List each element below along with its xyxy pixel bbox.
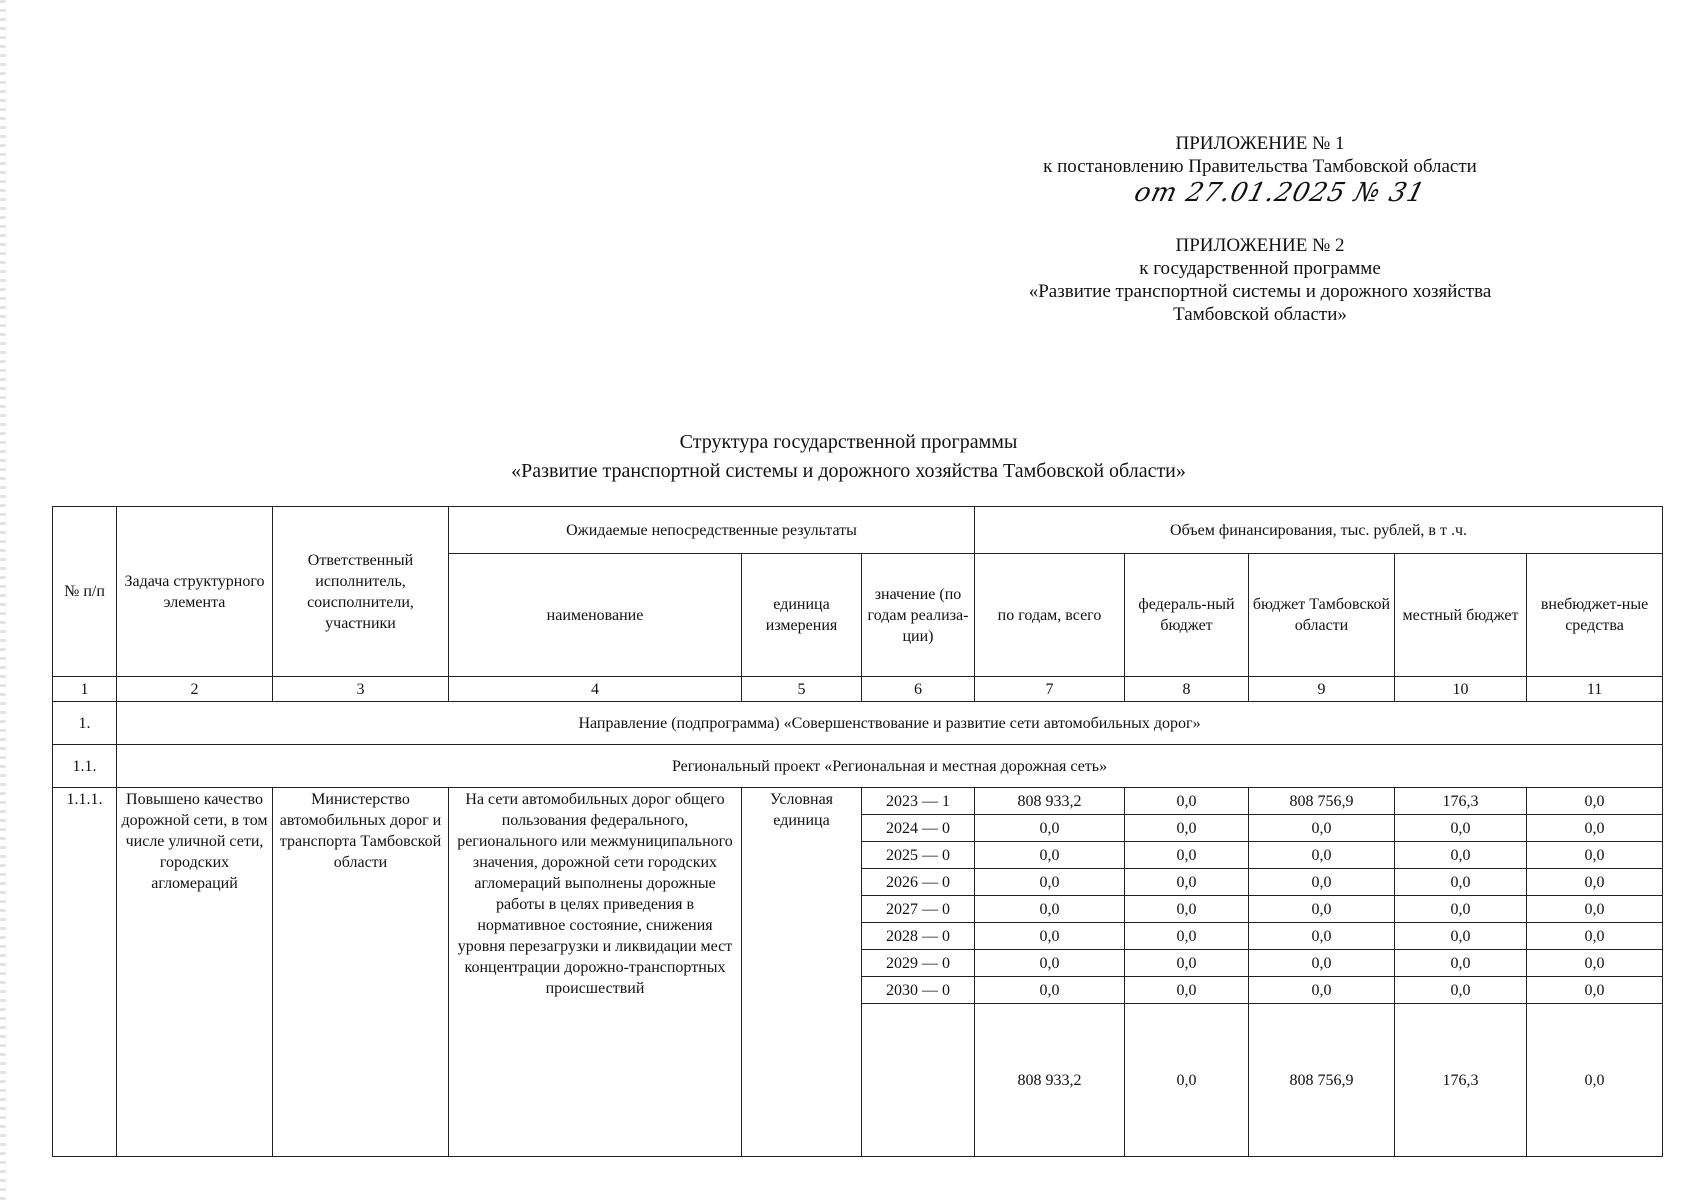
header-result-name: наименование [449,554,742,677]
item-executor: Министерство автомобильных дорог и транспорта Тамбовской области [273,788,449,1157]
column-number: 10 [1395,677,1527,702]
year-value: 2030 — 0 [862,977,975,1004]
fin-local-cell: 0,0 [1395,869,1527,896]
total-fin-regional: 808 756,9 [1249,1004,1395,1157]
column-number: 9 [1249,677,1395,702]
column-number: 4 [449,677,742,702]
item-number: 1.1.1. [53,788,117,1157]
year-value: 2028 — 0 [862,923,975,950]
fin-regional-cell: 0,0 [1249,896,1395,923]
fin-local-cell: 0,0 [1395,977,1527,1004]
item-task: Повышено качество дорожной сети, в том числе уличной сети, городских агломераций [117,788,273,1157]
fin-total-cell: 0,0 [975,950,1125,977]
fin-extra-cell: 0,0 [1527,815,1663,842]
header-fin-federal: федераль-ный бюджет [1125,554,1249,677]
total-fin-local: 176,3 [1395,1004,1527,1157]
fin-extra-cell: 0,0 [1527,950,1663,977]
column-number: 11 [1527,677,1663,702]
fin-total-cell: 0,0 [975,842,1125,869]
fin-total-cell: 808 933,2 [975,788,1125,815]
header-fin-regional: бюджет Тамбовской области [1249,554,1395,677]
scan-edge-artifact [0,0,6,1200]
year-value: 2029 — 0 [862,950,975,977]
fin-local-cell: 176,3 [1395,788,1527,815]
column-number: 8 [1125,677,1249,702]
handwritten-date-number: от 27.01.2025 № 31 [1131,178,1429,208]
header-result-unit: единица измерения [742,554,862,677]
appendix2-reference: к государственной программе [1139,258,1381,279]
fin-local-cell: 0,0 [1395,923,1527,950]
header-num: № п/п [53,507,117,677]
fin-extra-cell: 0,0 [1527,788,1663,815]
section-row-project [53,745,1663,788]
total-fin-total: 808 933,2 [975,1004,1125,1157]
appendix1-title: ПРИЛОЖЕНИЕ № 1 [1175,133,1345,154]
fin-federal-cell: 0,0 [1125,977,1249,1004]
fin-local-cell: 0,0 [1395,950,1527,977]
column-number: 2 [117,677,273,702]
column-number: 5 [742,677,862,702]
program-structure-table [52,506,1663,1157]
appendix2-program-line1: «Развитие транспортной системы и дорожного хозяйства [1028,281,1492,302]
header-results-group: Ожидаемые непосредственные результаты [449,507,975,554]
fin-total-cell: 0,0 [975,923,1125,950]
fin-regional-cell: 0,0 [1249,815,1395,842]
column-number: 7 [975,677,1125,702]
section-title: Направление (подпрограмма) «Совершенствование и развитие сети автомобильных дорог» [117,702,1663,745]
fin-local-cell: 0,0 [1395,842,1527,869]
total-fin-extra: 0,0 [1527,1004,1663,1157]
title-line2: «Развитие транспортной системы и дорожного хозяйства Тамбовской области» [511,460,1186,482]
fin-total-cell: 0,0 [975,896,1125,923]
document-title [0,428,1697,486]
column-number: 3 [273,677,449,702]
fin-federal-cell: 0,0 [1125,896,1249,923]
appendix-header [990,132,1530,326]
year-value: 2024 — 0 [862,815,975,842]
fin-extra-cell: 0,0 [1527,896,1663,923]
section-number: 1.1. [53,745,117,788]
header-finance-group: Объем финансирования, тыс. рублей, в т .ч. [975,507,1663,554]
header-fin-total: по годам, всего [975,554,1125,677]
fin-total-cell: 0,0 [975,869,1125,896]
year-value: 2023 — 1 [862,788,975,815]
fin-local-cell: 0,0 [1395,896,1527,923]
year-value: 2026 — 0 [862,869,975,896]
fin-regional-cell: 0,0 [1249,950,1395,977]
fin-extra-cell: 0,0 [1527,869,1663,896]
header-fin-extra: внебюджет-ные средства [1527,554,1663,677]
item-result-unit: Условная единица [742,788,862,1157]
header-result-value: значение (по годам реализа-ции) [862,554,975,677]
fin-regional-cell: 0,0 [1249,842,1395,869]
fin-federal-cell: 0,0 [1125,815,1249,842]
section-title: Региональный проект «Региональная и местная дорожная сеть» [117,745,1663,788]
appendix1-reference: к постановлению Правительства Тамбовской области [1043,156,1477,177]
fin-regional-cell: 0,0 [1249,869,1395,896]
fin-regional-cell: 808 756,9 [1249,788,1395,815]
header-fin-local: местный бюджет [1395,554,1527,677]
fin-federal-cell: 0,0 [1125,923,1249,950]
year-value: 2025 — 0 [862,842,975,869]
fin-extra-cell: 0,0 [1527,842,1663,869]
fin-local-cell: 0,0 [1395,815,1527,842]
header-row-1 [53,507,1663,554]
fin-extra-cell: 0,0 [1527,923,1663,950]
fin-total-cell: 0,0 [975,815,1125,842]
item-result-name: На сети автомобильных дорог общего пользования федерального, регионального или межмуниципального значения, дорожной сети городских агломераций выполнены дорожные работы в целях приведения в нормативное состояние, снижения уровня перезагрузки и ликвидации мест концентрации дорожно-транспортных происшествий [449,788,742,1157]
fin-federal-cell: 0,0 [1125,950,1249,977]
fin-extra-cell: 0,0 [1527,977,1663,1004]
section-number: 1. [53,702,117,745]
fin-regional-cell: 0,0 [1249,923,1395,950]
header-task: Задача структурного элемента [117,507,273,677]
total-fin-federal: 0,0 [1125,1004,1249,1157]
section-row-direction [53,702,1663,745]
year-value: 2027 — 0 [862,896,975,923]
header-executor: Ответственный исполнитель, соисполнители, участники [273,507,449,677]
fin-federal-cell: 0,0 [1125,842,1249,869]
year-value-empty [862,1004,975,1157]
appendix2-program-line2: Тамбовской области» [1173,304,1347,325]
column-number: 6 [862,677,975,702]
column-number: 1 [53,677,117,702]
fin-total-cell: 0,0 [975,977,1125,1004]
appendix2-title: ПРИЛОЖЕНИЕ № 2 [1175,235,1345,256]
table-row [53,788,1663,815]
fin-federal-cell: 0,0 [1125,869,1249,896]
fin-federal-cell: 0,0 [1125,788,1249,815]
fin-regional-cell: 0,0 [1249,977,1395,1004]
column-number-row [53,677,1663,702]
title-line1: Структура государственной программы [679,431,1018,453]
